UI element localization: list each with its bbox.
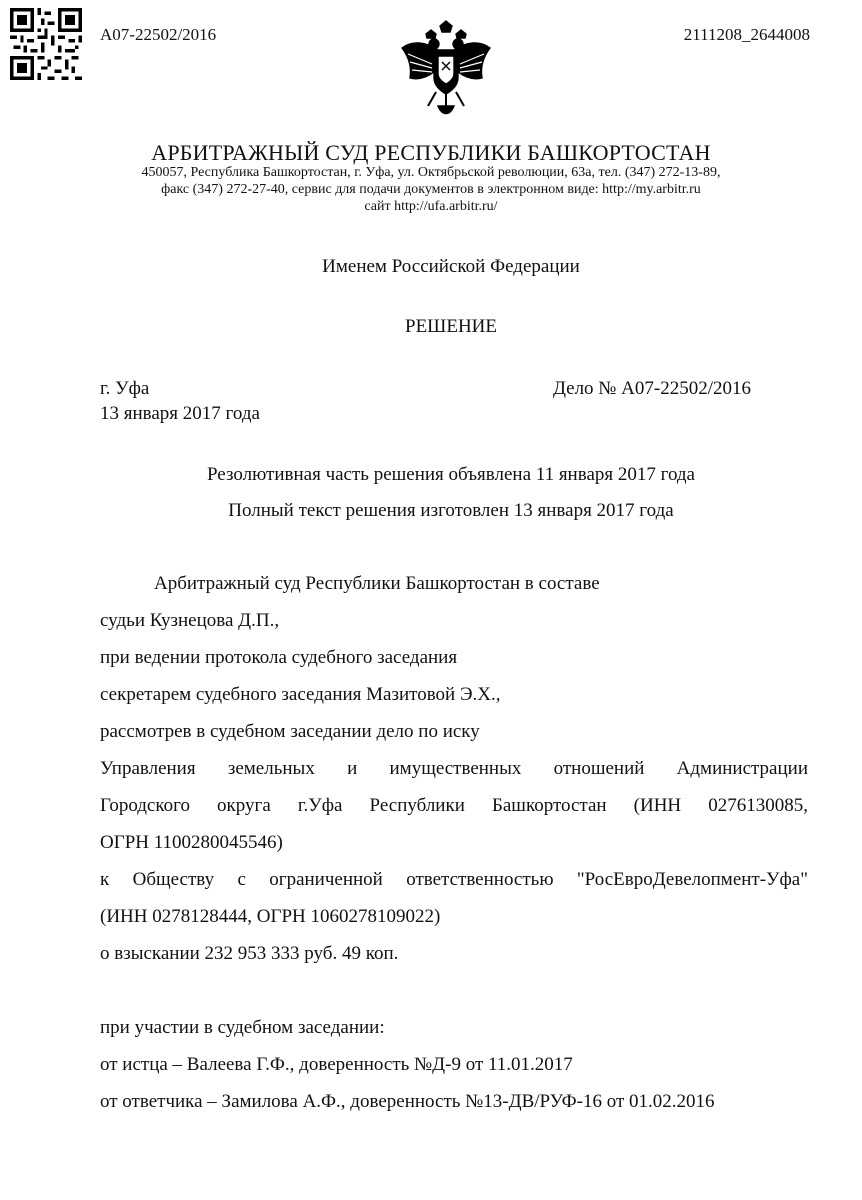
body-line: Арбитражный суд Республики Башкортостан в составе <box>154 573 600 594</box>
coat-of-arms-emblem <box>398 20 494 120</box>
court-address-line-1: 450057, Республика Башкортостан, г. Уфа, ул. Октябрьской революции, 63а, тел. (347) 272-13-89, <box>141 165 721 180</box>
body-line: при участии в судебном заседании: <box>100 1017 385 1038</box>
body-line: Управления земельных и имущественных отношений Администрации <box>100 758 808 779</box>
court-name: АРБИТРАЖНЫЙ СУД РЕСПУБЛИКИ БАШКОРТОСТАН <box>151 140 711 165</box>
body-line: при ведении протокола судебного заседания <box>100 647 458 668</box>
body-line: рассмотрев в судебном заседании дело по иску <box>100 721 480 742</box>
decision-date: 13 января 2017 года <box>100 403 260 424</box>
qr-code <box>10 8 82 80</box>
body-line: Городского округа г.Уфа Республики Башкортостан (ИНН 0276130085, <box>100 795 808 816</box>
case-number: Дело № А07-22502/2016 <box>552 378 751 399</box>
header-case-number: А07-22502/2016 <box>100 25 217 44</box>
body-line: (ИНН 0278128444, ОГРН 1060278109022) <box>100 906 441 927</box>
body-line: от ответчика – Замилова А.Ф., доверенность №13-ДВ/РУФ-16 от 01.02.2016 <box>100 1091 715 1112</box>
body-line: ОГРН 1100280045546) <box>100 832 283 853</box>
city: г. Уфа <box>100 378 150 399</box>
full-text-date: Полный текст решения изготовлен 13 января 2017 года <box>228 500 674 521</box>
court-address-line-3: сайт http://ufa.arbitr.ru/ <box>364 199 498 214</box>
court-address-line-2: факс (347) 272-27-40, сервис для подачи документов в электронном виде: http://my.arbitr.ru <box>161 182 701 197</box>
body-line: секретарем судебного заседания Мазитовой Э.Х., <box>100 684 501 705</box>
header-doc-code: 2111208_2644008 <box>683 25 810 44</box>
body-line: к Обществу с ограниченной ответственностью "РосЕвроДевелопмент-Уфа" <box>100 869 808 890</box>
body-line: судьи Кузнецова Д.П., <box>100 610 280 631</box>
body-line: о взыскании 232 953 333 руб. 49 коп. <box>100 943 399 964</box>
decision-title: РЕШЕНИЕ <box>405 316 497 337</box>
in-name-heading: Именем Российской Федерации <box>322 256 580 277</box>
body-line: от истца – Валеева Г.Ф., доверенность №Д-9 от 11.01.2017 <box>100 1054 573 1075</box>
resolution-announced: Резолютивная часть решения объявлена 11 января 2017 года <box>206 464 695 485</box>
